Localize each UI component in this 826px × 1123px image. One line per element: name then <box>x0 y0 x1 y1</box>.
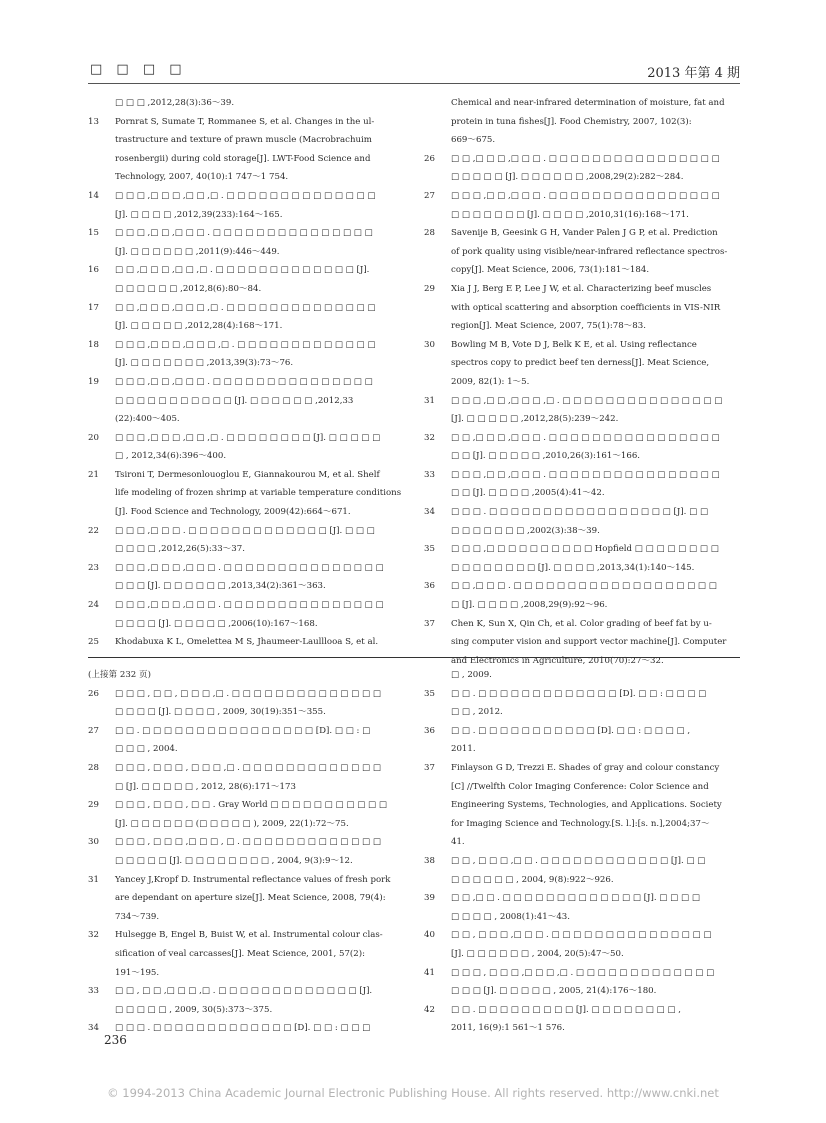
bottom-left-column <box>88 666 402 1038</box>
reference-item <box>88 596 402 633</box>
reference-item <box>88 722 402 759</box>
reference-text: □ □ . □ □ □ □ □ □ □ □ □ [J]. □ □ □ □ □ □ □ □ , 2011, 16(9):1 561～1 576. <box>451 1004 681 1034</box>
reference-number: 30 <box>424 339 435 350</box>
reference-text: □ □ □ ,2012,28(3):36～39. <box>115 98 235 108</box>
reference-number: 35 <box>424 544 435 555</box>
reference-text: □ □ □ ,□ □ □ ,□ □ ,□ . □ □ □ □ □ □ □ □ [J]. □ □ □ □ □ □ , 2012,34(6):396～400. <box>115 432 381 462</box>
reference-text: □ □ □ ,□ □ □ ,□ □ □ . □ □ □ □ □ □ □ □ □ □ □ □ □ □ □ □ □ □ [J]. □ □ □ □ □ □ ,2013,34(2):361～363. <box>115 562 384 592</box>
reference-item <box>88 759 402 796</box>
reference-item <box>424 759 738 852</box>
reference-number: 37 <box>424 618 435 629</box>
reference-number: 36 <box>424 581 435 592</box>
reference-number: 15 <box>88 228 99 239</box>
reference-number: 28 <box>88 762 99 773</box>
reference-number: 19 <box>88 376 99 387</box>
reference-text: Yancey J,Kropf D. Instrumental reflectance values of fresh pork are dependant on aperture size[J]. Meat Science, 2008, 79(4): 734～739. <box>115 874 391 922</box>
reference-number: 33 <box>424 469 435 480</box>
reference-item <box>88 261 402 298</box>
reference-item <box>424 889 738 926</box>
page-number: 236 <box>104 1033 127 1047</box>
reference-item <box>424 852 738 889</box>
reference-item <box>424 94 738 150</box>
reference-text: □ □ , □ □ □ ,□ □ . □ □ □ □ □ □ □ □ □ □ □ □ [J]. □ □ □ □ □ □ □ □ , 2004, 9(8):922～926. <box>451 855 706 885</box>
reference-text: □ □ □ ,□ □ ,□ □ □ . □ □ □ □ □ □ □ □ □ □ □ □ □ □ □ □ □ □ □ □ □ □ □ [J]. □ □ □ □ ,2010,31(16):168～171. <box>451 190 720 220</box>
reference-number: 28 <box>424 228 435 239</box>
reference-number: 24 <box>88 600 99 611</box>
reference-item <box>88 871 402 927</box>
reference-item <box>424 150 738 187</box>
copyright-footer: © 1994-2013 China Academic Journal Electronic Publishing House. All rights reserved. http://www.cnki.net <box>107 1086 719 1100</box>
reference-text: □ □ □ , □ □ □ ,□ □ □ , □ . □ □ □ □ □ □ □ □ □ □ □ □ □ □ □ □ □ □ [J]. □ □ □ □ □ □ □ □ , 2004, 9(3):9～12. <box>115 837 381 866</box>
reference-number: 37 <box>424 762 435 773</box>
reference-item <box>424 1001 738 1038</box>
reference-number: 27 <box>424 190 435 201</box>
reference-item <box>424 926 738 963</box>
reference-number: 14 <box>88 190 99 201</box>
reference-number: 38 <box>424 855 435 866</box>
reference-item <box>88 224 402 261</box>
header-journal: □ □ □ □ <box>90 62 187 77</box>
reference-item <box>88 429 402 466</box>
reference-number: 25 <box>88 637 99 648</box>
reference-number: 32 <box>424 432 435 443</box>
reference-number: 18 <box>88 339 99 350</box>
reference-item <box>88 187 402 224</box>
reference-number: 29 <box>88 800 99 811</box>
reference-item <box>88 982 402 1019</box>
reference-text: □ □ □ . □ □ □ □ □ □ □ □ □ □ □ □ □ □ □ □ □ [J]. □ □ □ □ □ □ □ □ □ ,2002(3):38～39. <box>451 507 709 536</box>
reference-text: Savenije B, Geesink G H, Vander Palen J G P, et al. Prediction of pork quality using visible/near-infrared reflectance spectros- copy[J]. Meat Science, 2006, 73(1):181～184. <box>451 228 728 276</box>
reference-text: Xia J J, Berg E P, Lee J W, et al. Characterizing beef muscles with optical scattering and absorption coefficients in VIS-NIR region[J]. Meat Science, 2007, 75(1):78～83. <box>451 283 721 332</box>
reference-number: 42 <box>424 1004 435 1015</box>
reference-text: □ □ □ ,□ □ ,□ □ □ . □ □ □ □ □ □ □ □ □ □ □ □ □ □ □ □ □ □ [J]. □ □ □ □ ,2005(4):41～42. <box>451 469 720 499</box>
reference-number: 21 <box>88 469 99 480</box>
reference-text: □ □ □ , □ □ □ , □ □ □ ,□ . □ □ □ □ □ □ □ □ □ □ □ □ □ □ [J]. □ □ □ □ □ , 2012, 28(6):171～173 <box>115 762 381 792</box>
reference-text: □ □ ,□ □ □ ,□ □ □ . □ □ □ □ □ □ □ □ □ □ □ □ □ □ □ □ □ □ [J]. □ □ □ □ □ ,2010,26(3):161～166. <box>451 432 720 462</box>
reference-text: □ □ , □ □ ,□ □ □ ,□ . □ □ □ □ □ □ □ □ □ □ □ □ □ [J]. □ □ □ □ □ , 2009, 30(5):373～375. <box>115 986 373 1015</box>
reference-item <box>424 429 738 466</box>
reference-text: □ □ □ ,□ □ ,□ □ □ . □ □ □ □ □ □ □ □ □ □ □ □ □ □ □ □ □ □ □ □ □ □ □ □ □ □ [J]. □ □ □ □ □ □ ,2012,33 (22):400～405. <box>115 376 373 425</box>
reference-item <box>424 336 738 392</box>
reference-number: 29 <box>424 283 435 294</box>
reference-number: 26 <box>424 153 435 164</box>
reference-text: □ □ □ , □ □ □ , □ □ . Gray World □ □ □ □ □ □ □ □ □ □ □ [J]. □ □ □ □ □ □ (□ □ □ □ □ ), 2009, 22(1):72～75. <box>115 800 388 829</box>
reference-text: □ □ □ ,□ □ ,□ □ □ ,□ . □ □ □ □ □ □ □ □ □ □ □ □ □ □ □ [J]. □ □ □ □ □ ,2012,28(5):239～242. <box>451 395 723 425</box>
reference-item <box>424 224 738 280</box>
reference-number: 35 <box>424 688 435 699</box>
reference-item <box>88 833 402 870</box>
reference-item <box>424 466 738 503</box>
reference-text: □ , 2009. <box>451 670 492 680</box>
reference-text: □ □ ,□ □ . □ □ □ □ □ □ □ □ □ □ □ □ □ [J]. □ □ □ □ □ □ □ □ , 2008(1):41～43. <box>451 893 700 922</box>
reference-text: □ □ □ , □ □ , □ □ □ ,□ . □ □ □ □ □ □ □ □ □ □ □ □ □ □ □ □ □ □ [J]. □ □ □ □ , 2009, 30(19):351～355. <box>115 688 381 718</box>
reference-text: □ □ □ , □ □ □ ,□ □ □ ,□ . □ □ □ □ □ □ □ □ □ □ □ □ □ □ □ □ [J]. □ □ □ □ □ , 2005, 21(4):176～180. <box>451 967 715 997</box>
reference-item <box>424 540 738 577</box>
reference-number: 23 <box>88 562 99 573</box>
reference-text: □ □ . □ □ □ □ □ □ □ □ □ □ □ [D]. □ □ : □ □ □ □ , 2011. <box>451 725 691 755</box>
reference-item <box>424 577 738 614</box>
reference-number: 41 <box>424 967 435 978</box>
reference-number: 27 <box>88 725 99 736</box>
reference-text: □ □ . □ □ □ □ □ □ □ □ □ □ □ □ □ □ □ □ [D]. □ □ : □ □ □ □ , 2004. <box>115 725 371 755</box>
reference-text: □ □ □ ,□ □ ,□ □ □ . □ □ □ □ □ □ □ □ □ □ □ □ □ □ □ [J]. □ □ □ □ □ □ ,2011(9):446～449. <box>115 228 373 257</box>
reference-item <box>88 796 402 833</box>
reference-text: Hulsegge B, Engel B, Buist W, et al. Instrumental colour clas- sification of veal carcasses[J]. Meat Science, 2001, 57(2): 191～195. <box>115 930 383 978</box>
reference-text: Tsironi T, Dermesonlouoglou E, Giannakourou M, et al. Shelf life modeling of frozen shrimp at variable temperature conditions [J]. Food Science and Technology, 2009(42):664～671. <box>115 469 402 518</box>
reference-text: □ □ , □ □ □ ,□ □ □ . □ □ □ □ □ □ □ □ □ □ □ □ □ □ □ [J]. □ □ □ □ □ □ , 2004, 20(5):47～50. <box>451 930 712 959</box>
reference-number: 20 <box>88 432 99 443</box>
reference-text: □ □ □ ,□ □ □ □ □ □ □ □ □ □ Hopfield □ □ □ □ □ □ □ □ □ □ □ □ □ □ □ □ [J]. □ □ □ □ ,2013,34(1):140～145. <box>451 544 719 573</box>
reference-text: Chen K, Sun X, Qin Ch, et al. Color grading of beef fat by u- sing computer vision and support vector machine[J]. Computer and Electronics in Agriculture, 2010(70):27～32. <box>451 618 727 666</box>
reference-text: Finlayson G D, Trezzi E. Shades of gray and colour constancy [C] //Twelfth Color Imaging Conference: Color Science and Engineering Systems, Technologies, and Applications. Society for Imaging Science and Technology.[S. l.]:[s. n.],2004;37～ 41. <box>451 762 722 848</box>
reference-item <box>88 94 402 113</box>
reference-item <box>88 926 402 982</box>
header-rule <box>88 83 740 84</box>
continuation-note: (上接第 232 页) <box>88 670 151 680</box>
reference-number: 31 <box>88 874 99 885</box>
reference-item <box>424 666 738 685</box>
reference-item <box>88 336 402 373</box>
reference-item <box>424 615 738 671</box>
reference-item <box>88 113 402 187</box>
reference-number: 32 <box>88 930 99 941</box>
reference-number: 26 <box>88 688 99 699</box>
reference-text: □ □ ,□ □ □ . □ □ □ □ □ □ □ □ □ □ □ □ □ □ □ □ □ □ □ □ [J]. □ □ □ □ ,2008,29(9):92～96. <box>451 581 717 611</box>
reference-text: □ □ ,□ □ □ ,□ □ ,□ . □ □ □ □ □ □ □ □ □ □ □ □ □ [J]. □ □ □ □ □ □ ,2012,8(6):80～84. <box>115 265 370 294</box>
reference-number: 13 <box>88 116 99 127</box>
top-right-column <box>424 94 738 670</box>
reference-item <box>88 685 402 722</box>
reference-text: Bowling M B, Vote D J, Belk K E, et al. Using reflectance spectros copy to predict beef ten derness[J]. Meat Science, 2009, 82(1): 1～5. <box>451 339 710 387</box>
reference-text: Pornrat S, Sumate T, Rommanee S, et al. Changes in the ul- trastructure and texture of prawn muscle (Macrobrachuim rosenbergii) during cold storage[J]. LWT-Food Science and Technology, 2007, 40(10):1 747～1 754. <box>115 116 375 183</box>
reference-item <box>88 559 402 596</box>
reference-number: 34 <box>424 507 435 518</box>
reference-text: □ □ □ ,□ □ □ ,□ □ □ ,□ . □ □ □ □ □ □ □ □ □ □ □ □ □ [J]. □ □ □ □ □ □ □ ,2013,39(3):73～76. <box>115 339 376 369</box>
reference-text: □ □ □ ,□ □ □ ,□ □ □ . □ □ □ □ □ □ □ □ □ □ □ □ □ □ □ □ □ □ □ [J]. □ □ □ □ □ ,2006(10):167～168. <box>115 600 384 629</box>
reference-text: Chemical and near-infrared determination of moisture, fat and protein in tuna fishes[J]. Food Chemistry, 2007, 102(3): 669～675. <box>451 98 725 146</box>
reference-item <box>88 1019 402 1038</box>
bottom-right-column <box>424 666 738 1038</box>
reference-number: 16 <box>88 265 99 276</box>
reference-number: 39 <box>424 893 435 904</box>
reference-number: 22 <box>88 525 99 536</box>
reference-item <box>88 633 402 652</box>
reference-item <box>424 964 738 1001</box>
top-left-column <box>88 94 402 652</box>
reference-number: 36 <box>424 725 435 736</box>
reference-item <box>424 503 738 540</box>
section-divider <box>88 657 740 658</box>
reference-text: □ □ ,□ □ □ ,□ □ □ ,□ . □ □ □ □ □ □ □ □ □ □ □ □ □ □ [J]. □ □ □ □ □ ,2012,28(4):168～171. <box>115 302 376 332</box>
reference-text: Khodabuxa K L, Omelettea M S, Jhaumeer-Laulllooa S, et al. <box>115 637 379 648</box>
reference-item <box>88 466 402 522</box>
header-issue: 2013 年第 4 期 <box>647 66 740 81</box>
reference-number: 30 <box>88 837 99 848</box>
reference-number: 17 <box>88 302 99 313</box>
reference-number: 31 <box>424 395 435 406</box>
reference-text: □ □ . □ □ □ □ □ □ □ □ □ □ □ □ □ [D]. □ □ : □ □ □ □ □ □ , 2012. <box>451 688 707 718</box>
reference-text: □ □ □ . □ □ □ □ □ □ □ □ □ □ □ □ □ [D]. □ □ : □ □ □ <box>115 1023 371 1034</box>
reference-text: □ □ □ ,□ □ □ . □ □ □ □ □ □ □ □ □ □ □ □ □ [J]. □ □ □ □ □ □ □ ,2012,26(5):33～37. <box>115 525 375 555</box>
reference-item <box>88 299 402 336</box>
reference-number: 40 <box>424 930 435 941</box>
reference-number: 33 <box>88 986 99 997</box>
reference-item <box>424 280 738 336</box>
reference-number: 34 <box>88 1023 99 1034</box>
reference-item <box>424 722 738 759</box>
reference-item <box>424 392 738 429</box>
reference-text: □ □ □ ,□ □ □ ,□ □ ,□ . □ □ □ □ □ □ □ □ □ □ □ □ □ □ [J]. □ □ □ □ ,2012,39(233):164～165. <box>115 190 376 220</box>
reference-item <box>424 187 738 224</box>
reference-item <box>88 522 402 559</box>
reference-text: □ □ ,□ □ □ ,□ □ □ . □ □ □ □ □ □ □ □ □ □ □ □ □ □ □ □ □ □ □ □ □ [J]. □ □ □ □ □ □ ,2008,29(2):282～284. <box>451 153 720 183</box>
reference-item <box>424 685 738 722</box>
reference-item <box>88 373 402 429</box>
